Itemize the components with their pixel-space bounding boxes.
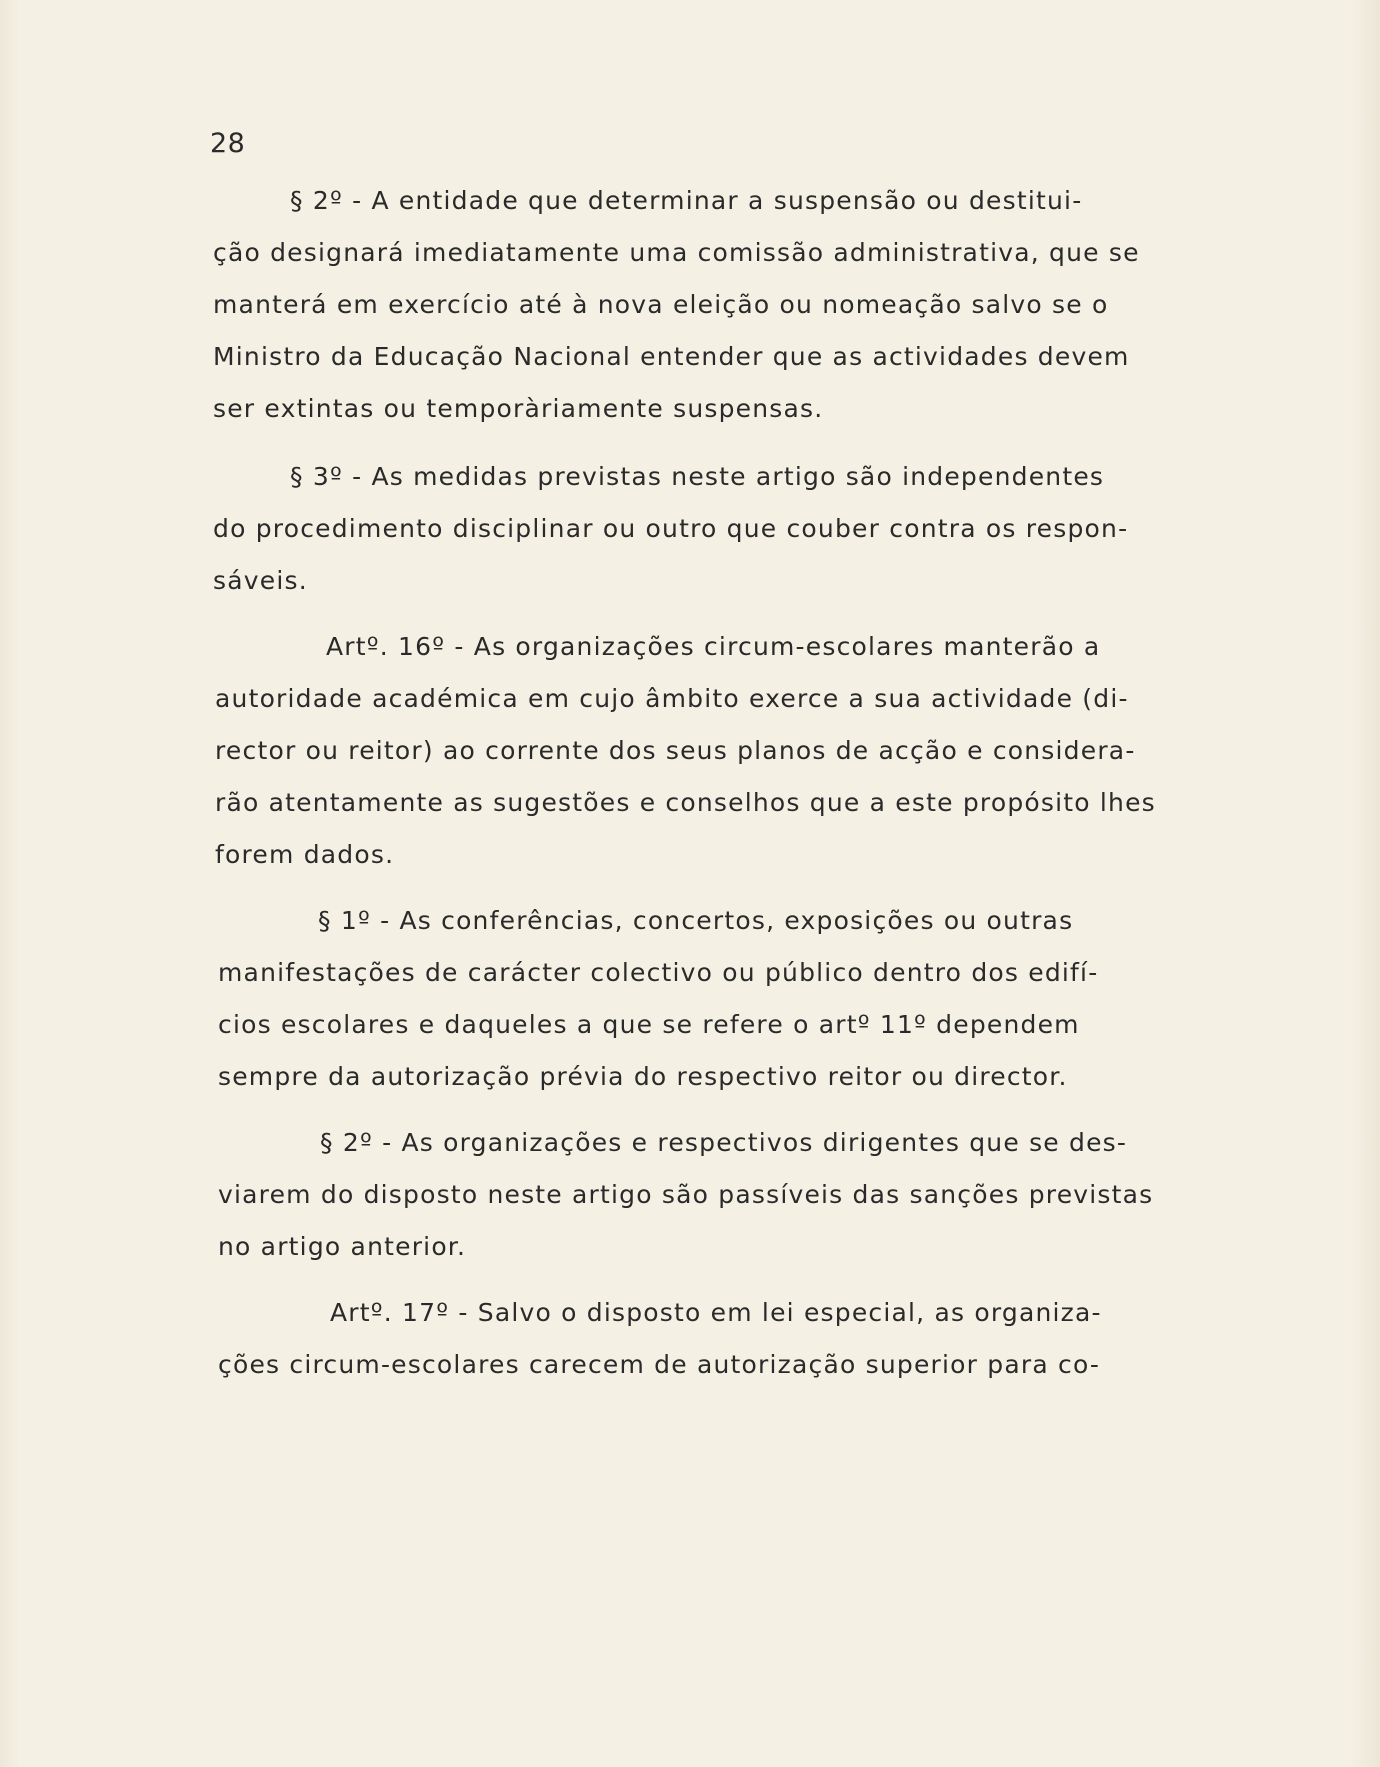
document-page: 28 § 2º - A entidade que determinar a suspensão ou destitui- ção designará imediatamente uma comissão administrativa, que se manterá em exercício até à nova eleição ou nomeação salvo se o Ministro da Educação Nacional entender que as actividades devem ser extintas ou temporàriamente suspensas. § 3º - As medidas previstas neste artigo são independentes do procedimento disciplinar ou outro que couber contra os respon- sáveis. Artº. 16º - As organizações circum-escolares manterão a autoridade académica em cujo âmbito exerce a sua actividade (di- rector ou reitor) ao corrente dos seus planos de acção e considera- rão atentamente as sugestões e conselhos que a este propósito lhes forem dados. § 1º - As conferências, concertos, exposições ou outras manifestações de carácter colectivo ou público dentro dos edifí- cios escolares e daqueles a que se refere o artº 11º dependem sempre da autorização prévia do respectivo reitor ou director. § 2º - As organizações e respectivos dirigentes que se des- viarem do disposto neste artigo são passíveis das sanções previstas no artigo anterior. Artº. 17º - Salvo o disposto em lei especial, as organiza- ções circum-escolares carecem de autorização superior para co-: [0, 0, 1380, 1767]
page-number: 28: [210, 128, 246, 159]
